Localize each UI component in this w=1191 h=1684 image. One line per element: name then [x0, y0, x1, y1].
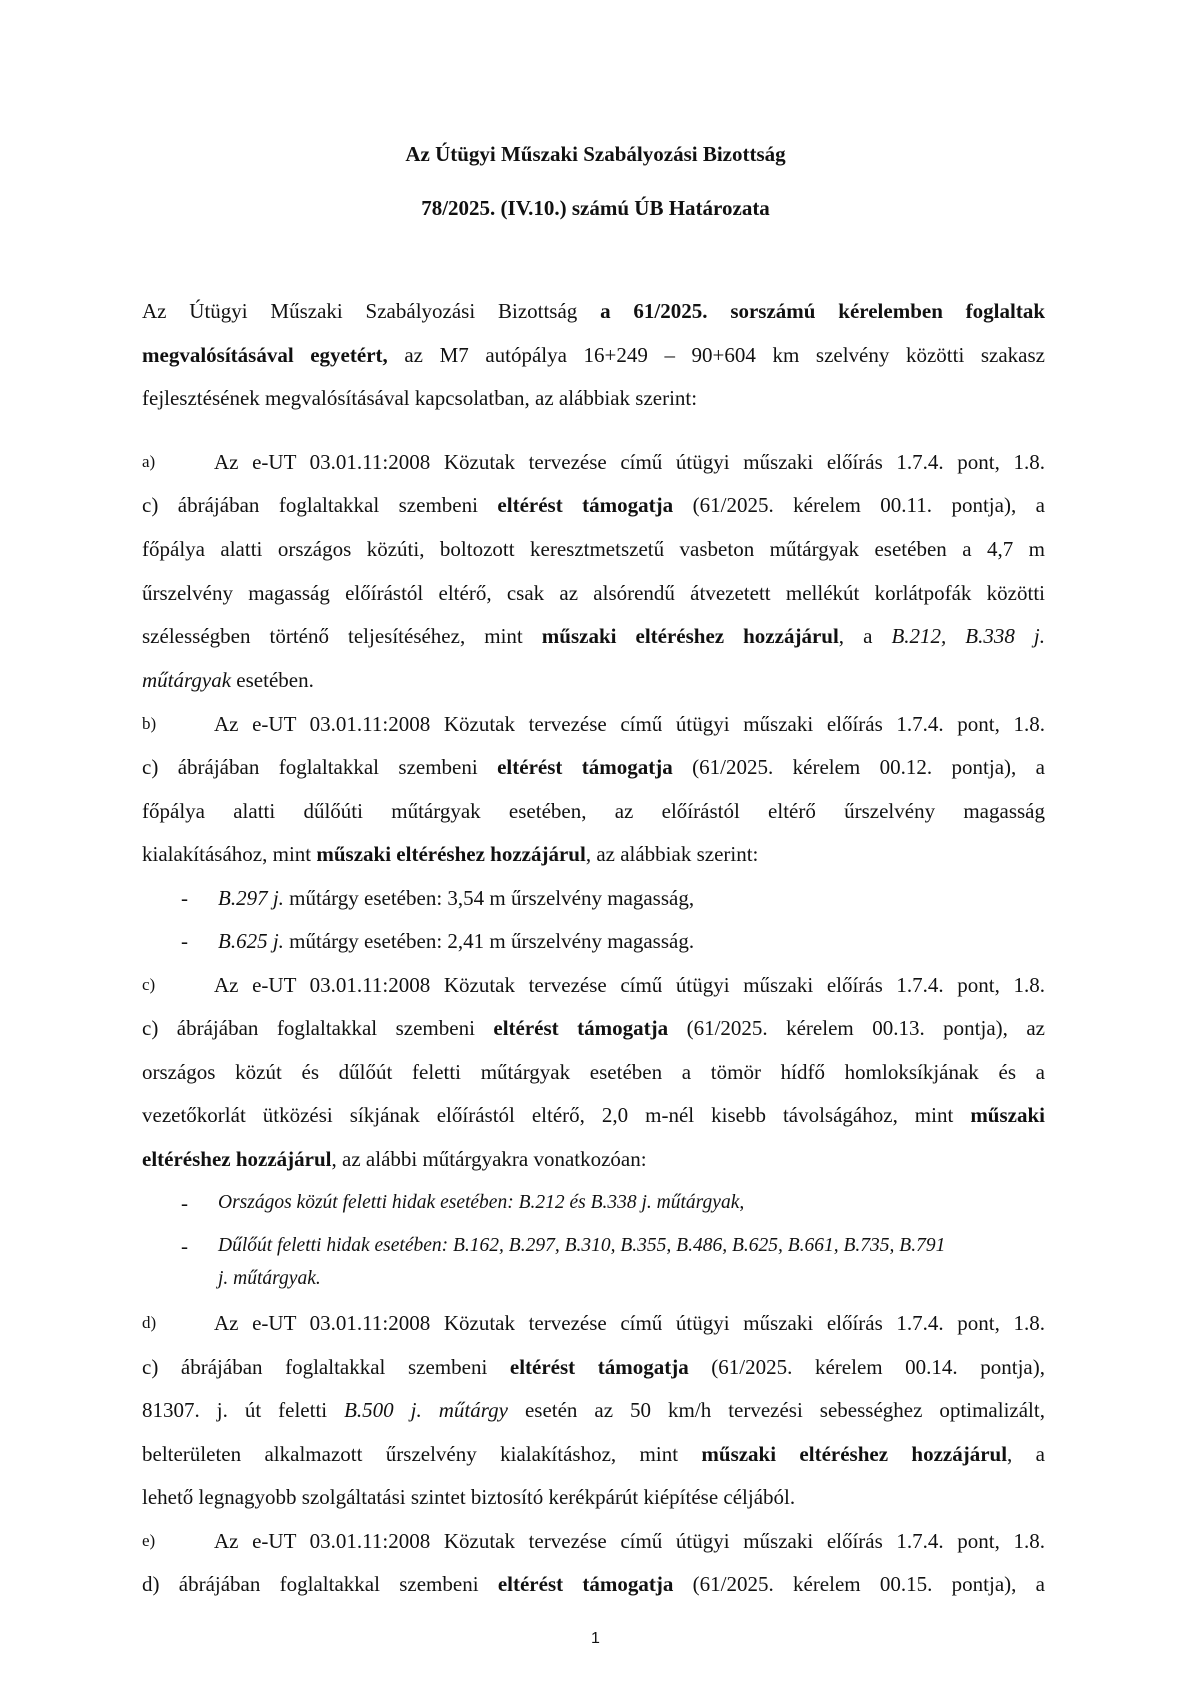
item-a-line-6: műtárgyak esetében.: [142, 668, 314, 692]
list-dash: -: [181, 1234, 188, 1258]
item-a-line-4: űrszelvény magasság előírástól eltérő, csak az alsórendű átvezetett mellékút korlátpofák közötti: [142, 581, 1045, 605]
item-d-line-1: Az e-UT 03.01.11:2008 Közutak tervezése című útügyi műszaki előírás 1.7.4. pont, 1.8.: [214, 1311, 1045, 1335]
list-item: B.297 j. műtárgy esetében: 3,54 m űrszelvény magasság,: [218, 886, 695, 910]
page-number: 1: [591, 1630, 600, 1647]
list-dash: -: [181, 929, 188, 953]
item-d-line-4: belterületen alkalmazott űrszelvény kialakításhoz, mint műszaki eltéréshez hozzájárul, a: [142, 1442, 1045, 1466]
item-b-line-2: c) ábrájában foglaltakkal szembeni eltérést támogatja (61/2025. kérelem 00.12. pontja), a: [142, 755, 1045, 779]
item-d-line-2: c) ábrájában foglaltakkal szembeni eltérést támogatja (61/2025. kérelem 00.14. pontja),: [142, 1355, 1046, 1379]
item-a-line-1: Az e-UT 03.01.11:2008 Közutak tervezése című útügyi műszaki előírás 1.7.4. pont, 1.8.: [214, 450, 1045, 474]
item-e-line-1: Az e-UT 03.01.11:2008 Közutak tervezése című útügyi műszaki előírás 1.7.4. pont, 1.8.: [214, 1529, 1045, 1553]
item-c-line-2: c) ábrájában foglaltakkal szembeni eltérést támogatja (61/2025. kérelem 00.13. pontja), az: [142, 1016, 1046, 1040]
resolution-number: 78/2025. (IV.10.) számú ÚB Határozata: [421, 196, 770, 220]
item-c-line-4: vezetőkorlát ütközési síkjának előírástól eltérő, 2,0 m-nél kisebb távolságához, mint műszaki: [142, 1103, 1045, 1127]
list-item: Dűlőút feletti hidak esetében: B.162, B.297, B.310, B.355, B.486, B.625, B.661, B.735, B.791: [218, 1235, 946, 1256]
intro-line-2: megvalósításával egyetért, az M7 autópálya 16+249 – 90+604 km szelvény közötti szakasz: [142, 343, 1045, 367]
list-item-continuation: j. műtárgyak.: [218, 1268, 321, 1289]
item-c-line-1: Az e-UT 03.01.11:2008 Közutak tervezése című útügyi műszaki előírás 1.7.4. pont, 1.8.: [214, 973, 1045, 997]
item-b-line-4: kialakításához, mint műszaki eltéréshez hozzájárul, az alábbiak szerint:: [142, 842, 759, 866]
intro-line-3: fejlesztésének megvalósításával kapcsolatban, az alábbiak szerint:: [142, 386, 698, 410]
item-b-line-1: Az e-UT 03.01.11:2008 Közutak tervezése című útügyi műszaki előírás 1.7.4. pont, 1.8.: [214, 712, 1045, 736]
item-c-line-3: országos közút és dűlőút feletti műtárgyak esetében a tömör hídfő homloksíkjának és a: [142, 1060, 1045, 1084]
item-e-label: e): [142, 1531, 156, 1550]
intro-line-1: Az Útügyi Műszaki Szabályozási Bizottság a 61/2025. sorszámú kérelemben foglaltak: [142, 299, 1046, 323]
item-a-label: a): [142, 452, 156, 471]
item-a-line-2: c) ábrájában foglaltakkal szembeni eltérést támogatja (61/2025. kérelem 00.11. pontja), a: [142, 493, 1045, 517]
item-d-line-3: 81307. j. út feletti B.500 j. műtárgy esetén az 50 km/h tervezési sebességhez optimalizált,: [142, 1398, 1045, 1422]
item-d-label: d): [142, 1313, 157, 1332]
document-title: Az Útügyi Műszaki Szabályozási Bizottság: [405, 142, 786, 166]
list-item: B.625 j. műtárgy esetében: 2,41 m űrszelvény magasság.: [218, 929, 695, 953]
list-dash: -: [181, 1191, 188, 1215]
item-c-label: c): [142, 975, 156, 994]
item-b-label: b): [142, 714, 157, 733]
item-b-line-3: főpálya alatti dűlőúti műtárgyak esetében, az előírástól eltérő űrszelvény magasság: [142, 799, 1045, 823]
list-item: Országos közút feletti hidak esetében: B.212 és B.338 j. műtárgyak,: [218, 1192, 745, 1213]
item-e-line-2: d) ábrájában foglaltakkal szembeni eltérést támogatja (61/2025. kérelem 00.15. pontja), a: [142, 1572, 1046, 1596]
item-d-line-5: lehető legnagyobb szolgáltatási szintet biztosító kerékpárút kiépítése céljából.: [142, 1485, 796, 1509]
item-a-line-5: szélességben történő teljesítéséhez, mint műszaki eltéréshez hozzájárul, a B.212, B.338 j.: [142, 624, 1045, 648]
item-a-line-3: főpálya alatti országos közúti, boltozott keresztmetszetű vasbeton műtárgyak esetében a 4,7 m: [142, 537, 1045, 561]
item-c-line-5: eltéréshez hozzájárul, az alábbi műtárgyakra vonatkozóan:: [142, 1147, 647, 1171]
list-dash: -: [181, 886, 188, 910]
